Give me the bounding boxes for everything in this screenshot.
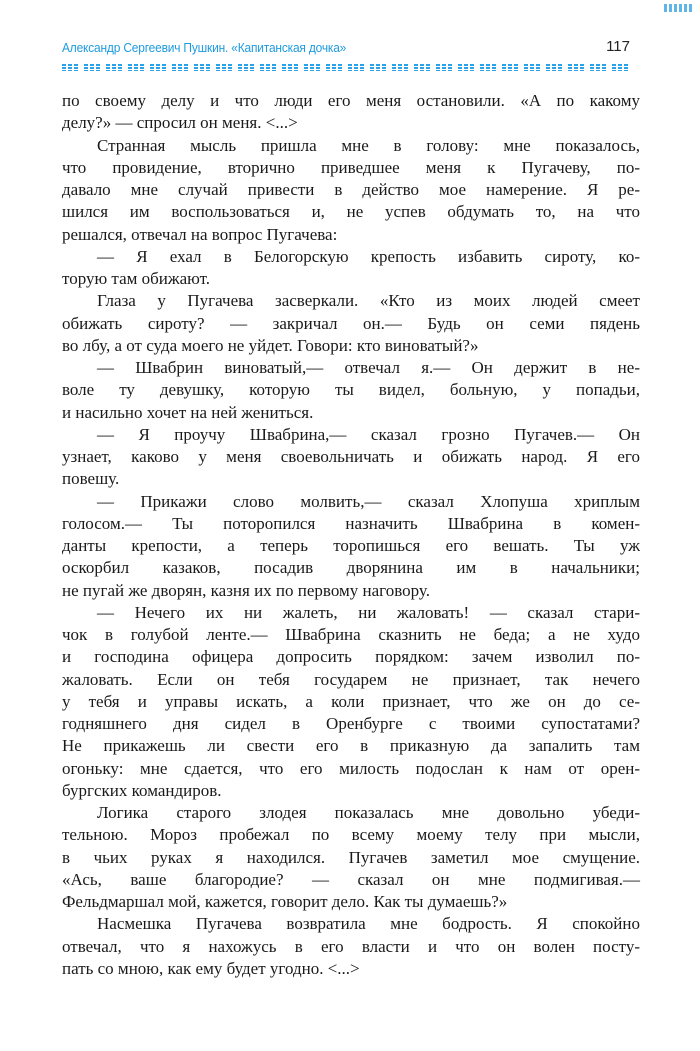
text-line: Логика старого злодея показалась мне довольно убеди- — [97, 803, 640, 822]
text-line: — Швабрин виноватый,— отвечал я.— Он держит в не- — [97, 358, 640, 377]
text-line: что провидение, вторично приведшее меня к Пугачеву, по- — [62, 157, 640, 177]
text-line: повешу. — [62, 469, 120, 489]
text-line: чок в голубой ленте.— Швабрина сказнить не беда; а не худо — [62, 625, 640, 644]
text-line: отвечал, что я нахожусь в его власти и что он волен посту- — [62, 936, 640, 956]
text-line: по своему делу и что люди его меня остановили. «А по какому — [62, 91, 640, 110]
text-line: бургских командиров. — [62, 780, 222, 800]
text-line: — Я ехал в Белогорскую крепость избавить сироту, ко- — [97, 246, 640, 266]
text-line: у тебя и управы искать, а коли признает, что же он до се- — [62, 691, 640, 711]
text-line: Глаза у Пугачева засверкали. «Кто из моих людей смеет — [97, 291, 640, 311]
text-line: узнает, каково у меня своевольничать и обижать народ. Я его — [62, 447, 640, 466]
text-line: и насильно хочет на ней жениться. — [62, 402, 314, 422]
paragraph — [62, 602, 640, 802]
text-line: Странная мысль пришла мне в голову: мне показалось, — [97, 135, 640, 155]
paragraph — [62, 135, 640, 246]
text-line: тельною. Мороз пробежал по всему моему телу при мысли, — [62, 825, 640, 845]
text-line: жаловать. Если он тебя государем не признает, так нечего — [62, 669, 640, 689]
text-line: Фельдмаршал мой, кажется, говорит дело. Как ты думаешь?» — [62, 892, 508, 911]
paragraph — [62, 913, 640, 980]
text-line: давало мне случай привести в действо мое намерение. Я ре- — [62, 180, 640, 199]
text-line: в чьих руках я находился. Пугачев заметил мое смущение. — [62, 847, 640, 867]
text-line: и господина офицера допросить порядком: зачем изволил по- — [62, 647, 640, 667]
text-line: — Прикажи слово молвить,— сказал Хлопуша хриплым — [97, 491, 640, 511]
text-line: во лбу, а от суда моего не уйдет. Говори: кто виноватый?» — [62, 335, 479, 355]
text-line: торую там обижают. — [62, 269, 211, 288]
text-line: — Я проучу Швабрина,— сказал грозно Пугачев.— Он — [97, 424, 640, 444]
text-line: не пугай же дворян, казня их по первому наговору. — [62, 580, 430, 600]
text-line: делу?» — спросил он меня. <...> — [62, 113, 298, 133]
paragraph — [62, 90, 640, 135]
text-line: голосом.— Ты поторопился назначить Швабрина в комен- — [62, 513, 640, 533]
text-line: — Нечего их ни жалеть, ни жаловать! — сказал стари- — [97, 602, 640, 622]
text-line: пать со мною, как ему будет угодно. <...> — [62, 958, 360, 978]
text-line: данты крепости, а теперь торопишься его вешать. Ты уж — [62, 536, 640, 555]
text-line: «Ась, ваше благородие? — сказал он мне подмигивая.— — [62, 869, 640, 889]
paragraph — [62, 246, 640, 291]
text-line: решался, отвечал на вопрос Пугачева: — [62, 224, 338, 244]
text-line: воле ту девушку, которую ты видел, больную, у попадьи, — [62, 380, 640, 400]
paragraph — [62, 424, 640, 491]
page-number: 117 — [606, 38, 630, 55]
text-line: Не прикажешь ли свести его в приказную да запалить там — [62, 736, 640, 756]
text-line: годняшнего дня сидел в Оренбурге с твоими супостатами? — [62, 714, 640, 733]
text-line: оскорбил казаков, посадив дворянина им в начальники; — [62, 558, 640, 578]
corner-watermark — [664, 4, 694, 12]
text-line: шился им воспользоваться и, не успев обдумать то, на что — [62, 202, 640, 222]
running-header-title: Александр Сергеевич Пушкин. «Капитанская дочка» — [62, 40, 347, 55]
paragraph — [62, 491, 640, 602]
paragraph — [62, 802, 640, 913]
text-line: Насмешка Пугачева возвратила мне бодрость. Я спокойно — [97, 914, 640, 934]
header-ornament-divider — [62, 64, 632, 71]
text-line: огоньку: мне сдается, что его милость подослан к нам от орен- — [62, 758, 640, 778]
page-body-text — [62, 90, 640, 980]
paragraph — [62, 290, 640, 357]
paragraph — [62, 357, 640, 424]
text-line: обижать сироту? — закричал он.— Будь он семи пядень — [62, 313, 640, 333]
